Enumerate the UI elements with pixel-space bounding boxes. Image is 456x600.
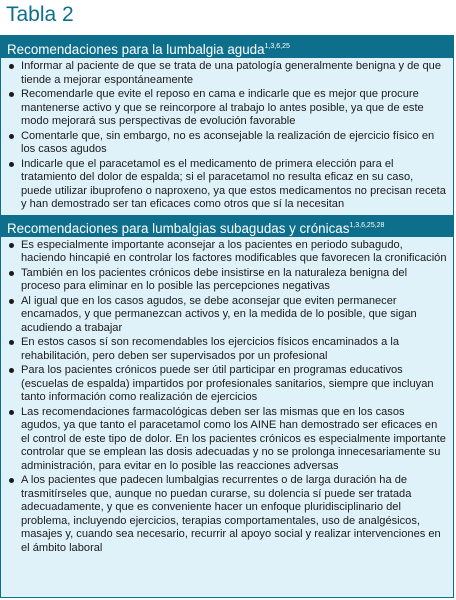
list-item: Para los pacientes crónicos puede ser útil participar en programas educativos (escuelas de espalda) impartidos por profesionales sanitarios, siempre que incluyan tanto información como realización de ejercicios xyxy=(7,364,447,406)
section-heading-chronic xyxy=(1,215,453,237)
section-heading-text: Recomendaciones para lumbalgias subagudas y crónicas xyxy=(7,220,350,236)
section-heading-text: Recomendaciones para la lumbalgia aguda xyxy=(7,42,265,57)
section-heading-acute xyxy=(1,36,453,58)
list-item: Indicarle que el paracetamol es el medicamento de primera elección para el tratamiento del dolor de espalda; si el paracetamol no resulta eficaz en su caso, puede utilizar ibuprofeno o naproxeno, ya que estos medicamentos no precisan receta y han demostrado ser tan eficaces como otros que sí la necesitan xyxy=(7,158,447,213)
list-item: Recomendarle que evite el reposo en cama e indicarle que es mejor que procure mantenerse activo y que se reincorpore al trabajo lo antes posible, ya que de este modo mejorará sus perspectivas de evolución favorable xyxy=(7,88,447,130)
list-item: En estos casos sí son recomendables los ejercicios físicos encaminados a la rehabilitación, pero deben ser supervisados por un profesional xyxy=(7,336,447,364)
list-item: También en los pacientes crónicos debe insistirse en la naturaleza benigna del proceso para eliminar en lo posible las percepciones negativas xyxy=(7,267,447,295)
section-heading-refs: 1,3,6,25 xyxy=(264,43,290,50)
list-item: Al igual que en los casos agudos, se debe aconsejar que eviten permanecer encamados, y que permanezcan activos y, en la medida de lo posible, que sigan acudiendo a trabajar xyxy=(7,295,447,337)
table-title: Tabla 2 xyxy=(6,3,74,26)
list-item: Las recomendaciones farmacológicas deben ser las mismas que en los casos agudos, ya que tanto el paracetamol como los AINE han demostrado ser eficaces en el control de este tipo de dolor. En los pacientes crónicos es especialmente importante controlar que se emplean las dosis adecuadas y no se prolonga innecesariamente su administración, para evitar en lo posible las reacciones adversas xyxy=(7,406,447,475)
list-item: Informar al paciente de que se trata de una patología generalmente benigna y de que tiende a mejorar espontáneamente xyxy=(7,60,447,88)
list-item: A los pacientes que padecen lumbalgias recurrentes o de larga duración ha de trasmitírseles que, aunque no puedan curarse, su dolencia sí puede ser tratada adecuadamente, y que es conveniente hacer un enfoque pluridisciplinario del problema, incluyendo ejercicios, terapias comportamentales, uso de analgésicos, masajes y, cuando sea necesario, recurrir al apoyo social y realizar intervenciones en el ámbito laboral xyxy=(7,474,447,556)
table-frame xyxy=(0,35,454,598)
list-item: Es especialmente importante aconsejar a los pacientes en periodo subagudo, haciendo hincapié en controlar los factores modificables que favorecen la cronificación xyxy=(7,239,447,267)
section-heading-refs: 1,3,6,25,28 xyxy=(349,221,385,229)
acute-list xyxy=(1,58,453,215)
chronic-list xyxy=(1,237,453,559)
list-item: Comentarle que, sin embargo, no es aconsejable la realización de ejercicio físico en los casos agudos xyxy=(7,130,447,158)
